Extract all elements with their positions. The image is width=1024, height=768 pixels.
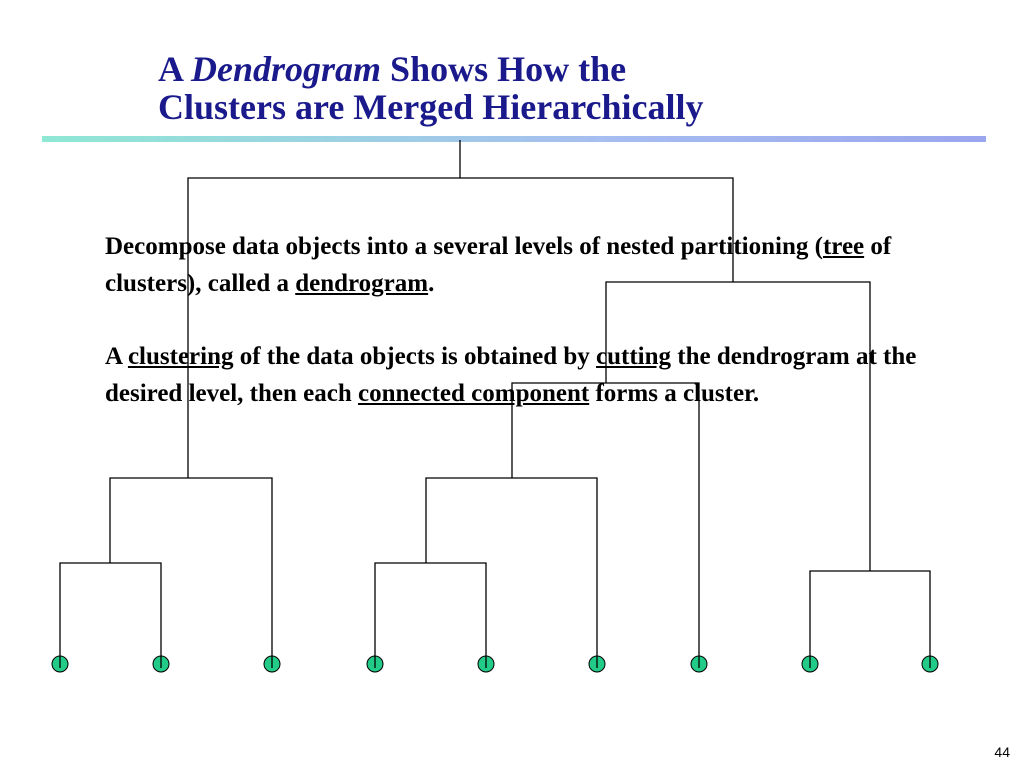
leaf-ticks bbox=[60, 656, 930, 668]
text-segment: A bbox=[105, 343, 128, 370]
merge-leaves-4-5 bbox=[375, 563, 486, 664]
term-cutting: cutting bbox=[596, 343, 671, 370]
merge-leaves-1-2 bbox=[60, 563, 161, 664]
text-segment: Decompose data objects into a several levels of nested partitioning ( bbox=[105, 233, 823, 260]
title-emphasis: Dendrogram bbox=[191, 49, 382, 89]
text-segment: of the data objects is obtained by bbox=[233, 343, 596, 370]
term-dendrogram: dendrogram bbox=[295, 270, 429, 297]
slide-body bbox=[105, 228, 965, 412]
text-segment: forms a cluster. bbox=[589, 380, 760, 407]
text-segment: the dendrogram at the desired level, then each bbox=[105, 343, 917, 407]
paragraph-clustering bbox=[105, 338, 965, 412]
text-segment: of clusters), called a bbox=[105, 233, 892, 297]
merge-middle-group bbox=[512, 383, 699, 664]
merge-left-group bbox=[110, 478, 272, 664]
page-number: 44 bbox=[994, 744, 1010, 760]
title-prefix: A bbox=[158, 49, 192, 89]
merge-leaves-4-5-6 bbox=[426, 478, 597, 664]
title-line2: Clusters are Merged Hierarchically bbox=[158, 87, 704, 127]
title-rest-line1: Shows How the bbox=[381, 49, 627, 89]
term-connected-component: connected component bbox=[357, 380, 590, 407]
merge-leaves-8-9 bbox=[810, 571, 930, 664]
paragraph-decompose bbox=[105, 228, 965, 302]
term-clustering: clustering bbox=[127, 343, 234, 370]
term-tree: tree bbox=[822, 233, 865, 260]
text-segment: . bbox=[428, 270, 435, 297]
dendrogram-leaves bbox=[52, 656, 938, 672]
